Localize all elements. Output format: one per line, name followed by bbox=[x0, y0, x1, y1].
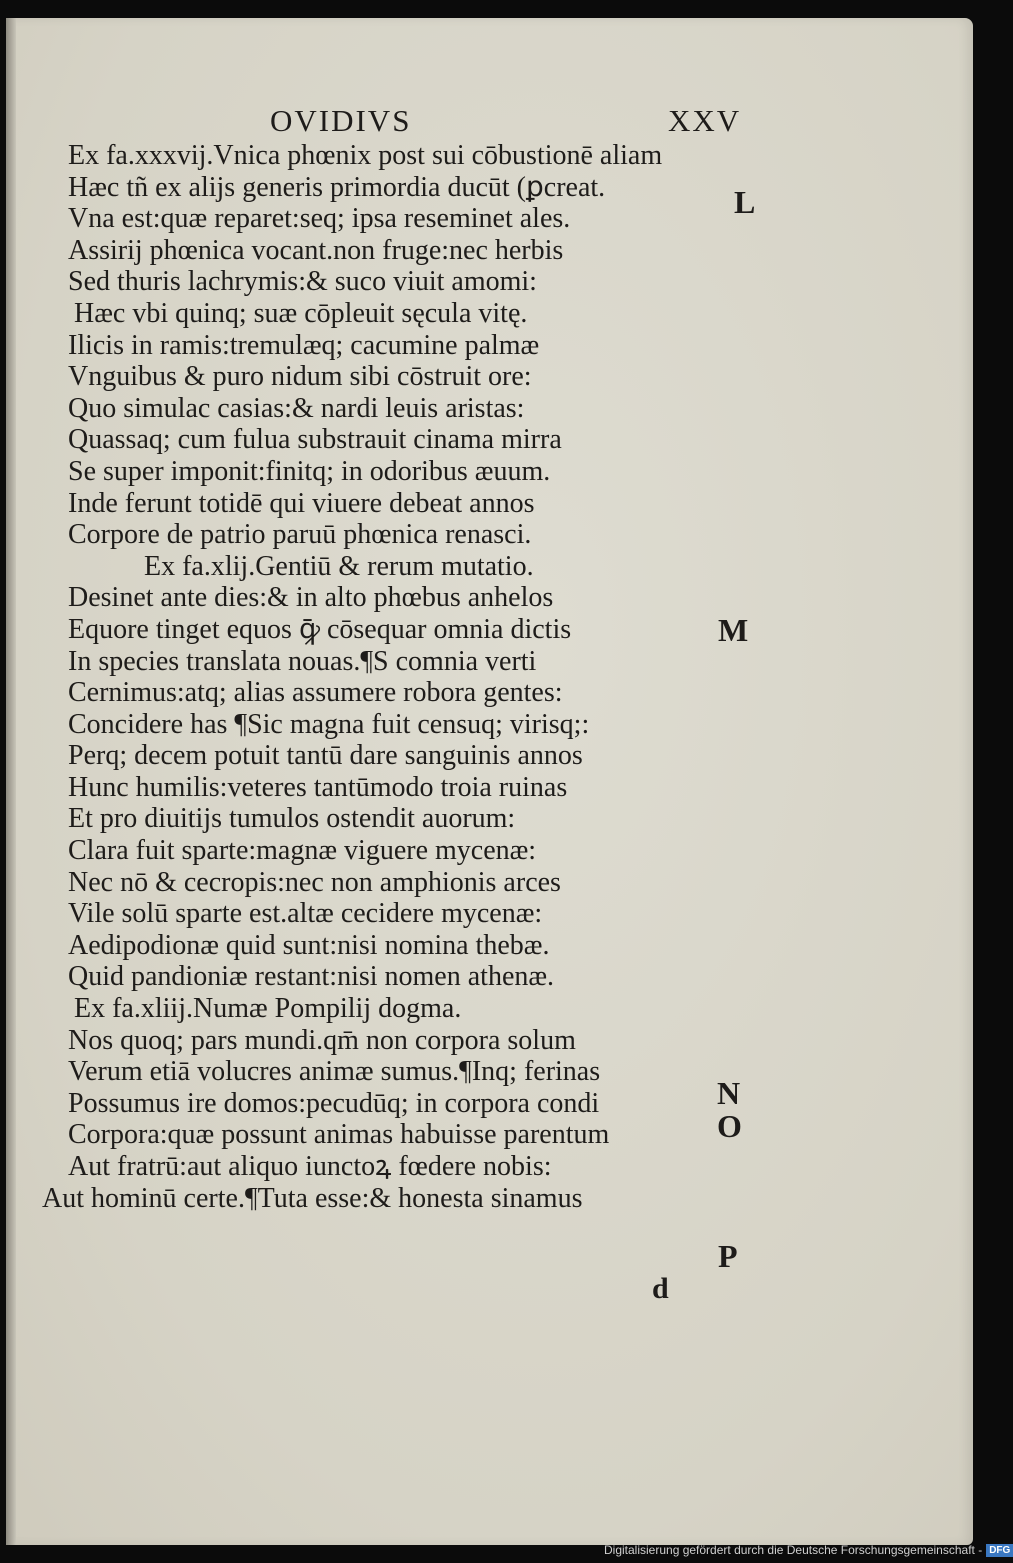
text-line: Cernimus:atq; alias assumere robora gentes: bbox=[68, 677, 563, 709]
credit-text: Digitalisierung gefördert durch die Deutsche Forschungsgemeinschaft - bbox=[604, 1543, 983, 1557]
text-line: Nos quoq; pars mundi.qm̄ non corpora solum bbox=[68, 1024, 576, 1056]
margin-letter-l: L bbox=[734, 184, 756, 220]
text-line: Quid pandioniæ restant:nisi nomen athenæ. bbox=[68, 961, 555, 993]
text-line: Perq; decem potuit tantū dare sanguinis annos bbox=[68, 740, 583, 772]
text-line: Quassaq; cum fulua substrauit cinama mirra bbox=[68, 424, 562, 456]
text-line: Aut hominū certe.¶Tuta esse:& honesta sinamus bbox=[42, 1182, 583, 1214]
text-line: Hæc tñ ex alijs generis primordia ducūt (ꝑcreat. bbox=[68, 171, 606, 203]
text-line: Corpore de patrio paruū phœnica renasci. bbox=[68, 519, 532, 551]
margin-letter-m: M bbox=[718, 612, 749, 648]
text-line: Vnguibus & puro nidum sibi cōstruit ore: bbox=[68, 361, 532, 393]
text-line: Quo simulac casias:& nardi leuis aristas: bbox=[68, 392, 525, 424]
text-line: Sed thuris lachrymis:& suco viuit amomi: bbox=[68, 266, 537, 298]
text-line: Se super imponit:finitq; in odoribus æuum. bbox=[68, 455, 551, 487]
text-line: Et pro diuitijs tumulos ostendit auorum: bbox=[68, 803, 516, 835]
page-gutter bbox=[6, 18, 16, 1545]
text-line: Aedipodionæ quid sunt:nisi nomina thebæ. bbox=[68, 929, 550, 961]
running-head-title: OVIDIVS bbox=[270, 103, 412, 138]
text-line: Assirij phœnica vocant.non fruge:nec herbis bbox=[68, 234, 564, 266]
text-line: Ilicis in ramis:tremulæq; cacumine palmæ bbox=[68, 329, 540, 361]
margin-letter-o: O bbox=[717, 1108, 742, 1144]
text-line: Hæc vbi quinq; suæ cōpleuit sęcula vitę. bbox=[74, 297, 528, 329]
folio-number: XXV bbox=[668, 103, 742, 138]
text-line: Desinet ante dies:& in alto phœbus anhelos bbox=[68, 582, 554, 614]
text-line: Vile solū sparte est.altæ cecidere mycenæ: bbox=[68, 898, 543, 930]
text-line: Clara fuit sparte:magnæ viguere mycenæ: bbox=[68, 835, 537, 867]
section-heading: Ex fa.xlij.Gentiū & rerum mutatio. bbox=[144, 550, 534, 582]
digitization-credit bbox=[604, 1543, 1013, 1557]
text-line: Ex fa.xxxvij.Vnica phœnix post sui cōbustionē aliam bbox=[68, 140, 663, 171]
text-line: Equore tinget equos ꝙ̄ cōsequar omnia dictis bbox=[68, 613, 572, 645]
text-line: Vna est:quæ reparet:seq; ipsa reseminet ales. bbox=[68, 203, 571, 235]
verse-text-block bbox=[42, 140, 688, 1214]
text-line: Verum etiā volucres animæ sumus.¶Inq; ferinas bbox=[68, 1056, 601, 1088]
text-line: In species translata nouas.¶S comnia verti bbox=[68, 645, 537, 677]
text-line: Concidere has ¶Sic magna fuit censuq; virisq;: bbox=[68, 708, 590, 740]
dfg-logo: DFG bbox=[986, 1544, 1013, 1557]
text-line: Possumus ire domos:pecudūq; in corpora condi bbox=[68, 1087, 600, 1119]
margin-letter-p: P bbox=[718, 1238, 738, 1274]
signature-mark: d bbox=[652, 1272, 669, 1305]
text-line: Corpora:quæ possunt animas habuisse parentum bbox=[68, 1119, 610, 1151]
text-line: Nec nō & cecropis:nec non amphionis arces bbox=[68, 866, 561, 898]
margin-letter-n: N bbox=[717, 1075, 741, 1111]
text-line: Inde ferunt totidē qui viuere debeat annos bbox=[68, 487, 535, 519]
text-line: Hunc humilis:veteres tantūmodo troia ruinas bbox=[68, 771, 568, 803]
text-line: Aut fratrū:aut aliquo iunctoꝝ fœdere nobis: bbox=[68, 1151, 552, 1182]
section-heading: Ex fa.xliij.Numæ Pompilij dogma. bbox=[74, 993, 462, 1025]
